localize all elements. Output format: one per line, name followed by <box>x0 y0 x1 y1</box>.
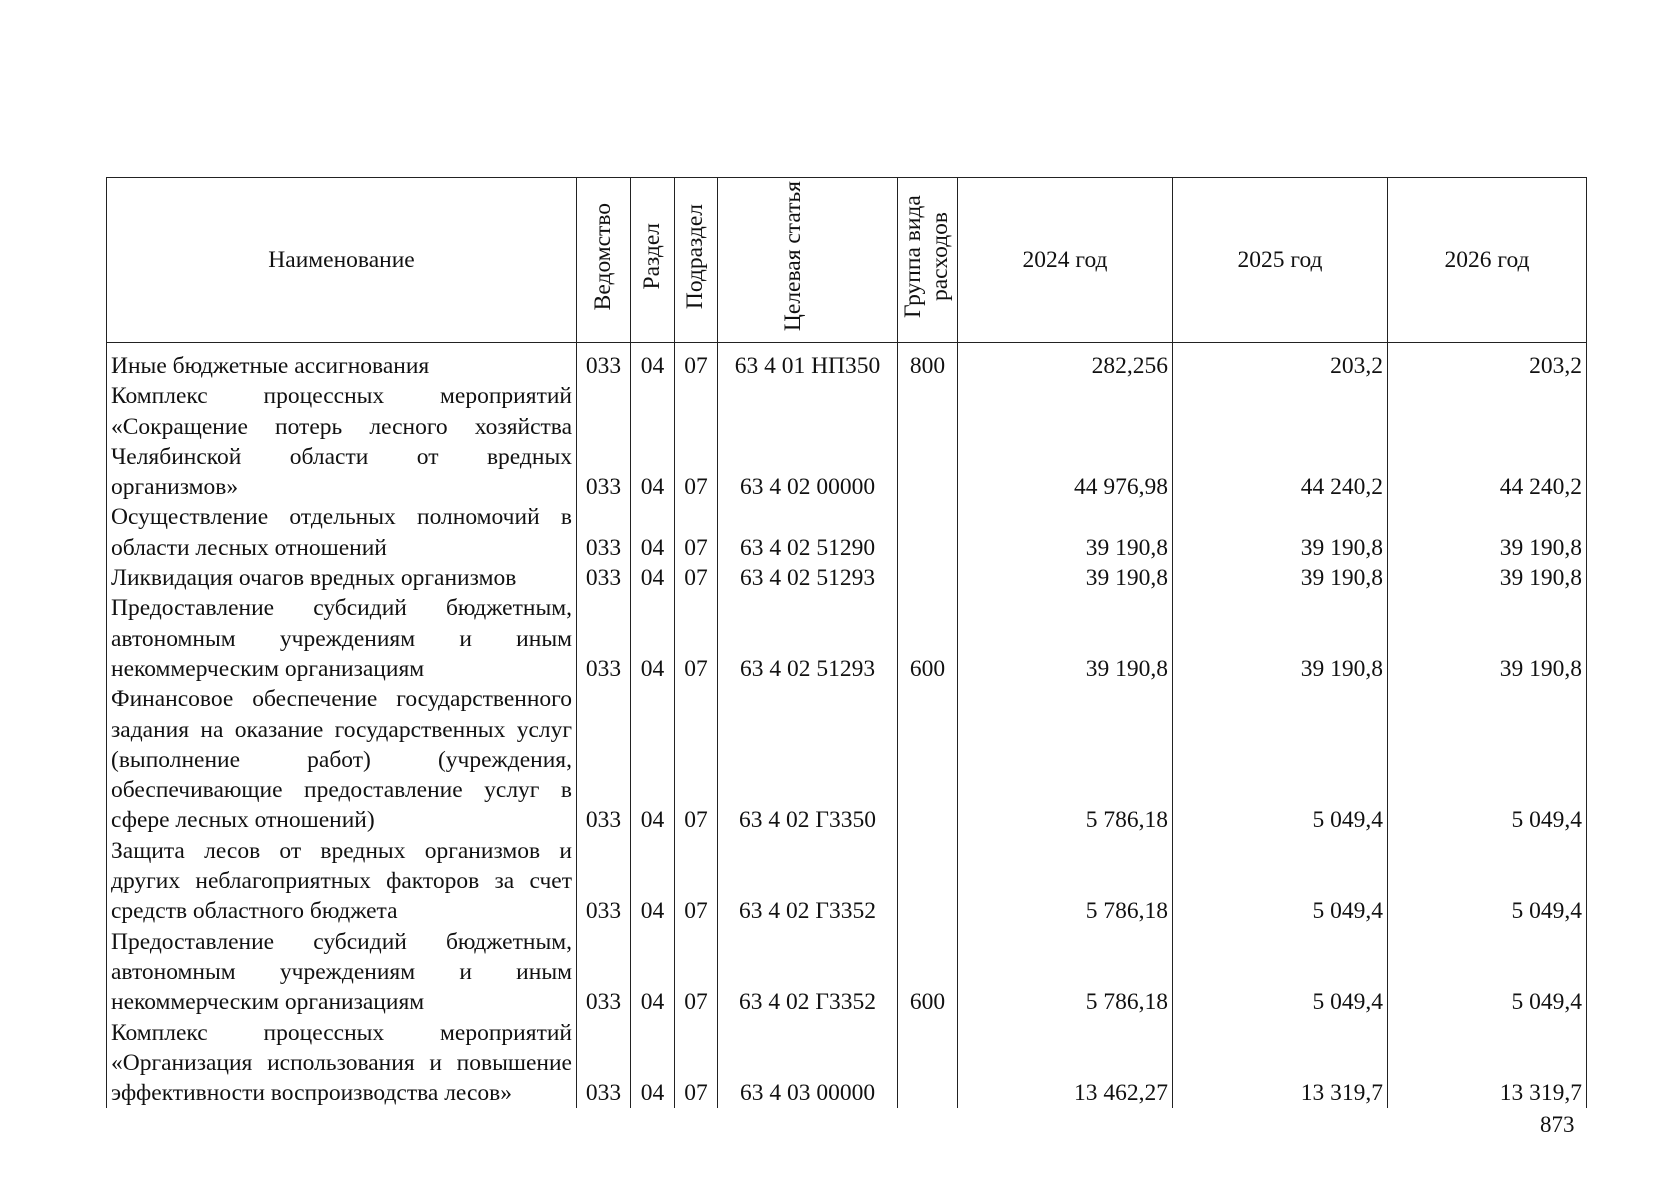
row-podrazdel: 07 <box>675 1018 718 1109</box>
budget-table <box>106 177 1587 1108</box>
row-value-2026: 13 319,7 <box>1388 1018 1587 1109</box>
row-podrazdel: 07 <box>675 563 718 593</box>
row-tselevaya-statya: 63 4 02 51290 <box>718 502 898 563</box>
header-name: Наименование <box>107 178 577 343</box>
row-gruppa-vida-raskhodov <box>898 1018 958 1109</box>
row-value-2026: 39 190,8 <box>1388 563 1587 593</box>
row-gruppa-vida-raskhodov <box>898 563 958 593</box>
page-number: 873 <box>1540 1112 1575 1137</box>
row-value-2026: 5 049,4 <box>1388 684 1587 835</box>
row-podrazdel: 07 <box>675 684 718 835</box>
row-tselevaya-statya: 63 4 03 00000 <box>718 1018 898 1109</box>
row-name: Комплекс процессных мероприятий «Организация использования и повышение эффективности воспроизводства лесов» <box>107 1018 577 1109</box>
row-podrazdel: 07 <box>675 343 718 382</box>
row-tselevaya-statya: 63 4 02 00000 <box>718 381 898 502</box>
row-gruppa-vida-raskhodov: 800 <box>898 343 958 382</box>
row-vedomstvo: 033 <box>577 927 631 1018</box>
row-podrazdel: 07 <box>675 502 718 563</box>
row-name: Комплекс процессных мероприятий «Сокращение потерь лесного хозяйства Челябинской области от вредных организмов» <box>107 381 577 502</box>
row-name: Иные бюджетные ассигнования <box>107 343 577 382</box>
row-tselevaya-statya: 63 4 02 51293 <box>718 563 898 593</box>
row-vedomstvo: 033 <box>577 684 631 835</box>
row-name: Защита лесов от вредных организмов и других неблагоприятных факторов за счет средств областного бюджета <box>107 836 577 927</box>
row-value-2024: 39 190,8 <box>958 563 1173 593</box>
row-name: Ликвидация очагов вредных организмов <box>107 563 577 593</box>
header-vedomstvo: Ведомство <box>577 178 631 343</box>
row-value-2024: 44 976,98 <box>958 381 1173 502</box>
row-value-2024: 39 190,8 <box>958 593 1173 684</box>
row-value-2025: 39 190,8 <box>1173 563 1388 593</box>
row-value-2024: 5 786,18 <box>958 927 1173 1018</box>
header-2026: 2026 год <box>1388 178 1587 343</box>
row-value-2026: 39 190,8 <box>1388 502 1587 563</box>
row-vedomstvo: 033 <box>577 593 631 684</box>
header-2024: 2024 год <box>958 178 1173 343</box>
table-row <box>107 836 1587 927</box>
row-name: Осуществление отдельных полномочий в области лесных отношений <box>107 502 577 563</box>
table-row <box>107 381 1587 502</box>
row-value-2025: 203,2 <box>1173 343 1388 382</box>
header-razdel: Раздел <box>631 178 675 343</box>
row-vedomstvo: 033 <box>577 563 631 593</box>
row-value-2025: 39 190,8 <box>1173 502 1388 563</box>
row-value-2025: 5 049,4 <box>1173 684 1388 835</box>
row-value-2025: 44 240,2 <box>1173 381 1388 502</box>
table-row <box>107 563 1587 593</box>
row-gruppa-vida-raskhodov: 600 <box>898 593 958 684</box>
row-tselevaya-statya: 63 4 02 Г3350 <box>718 684 898 835</box>
table-row <box>107 343 1587 382</box>
row-value-2024: 282,256 <box>958 343 1173 382</box>
row-razdel: 04 <box>631 684 675 835</box>
row-name: Финансовое обеспечение государственного задания на оказание государственных услуг (выполнение работ) (учреждения, обеспечивающие предоставление услуг в сфере лесных отношений) <box>107 684 577 835</box>
row-razdel: 04 <box>631 927 675 1018</box>
row-podrazdel: 07 <box>675 927 718 1018</box>
row-gruppa-vida-raskhodov <box>898 684 958 835</box>
row-vedomstvo: 033 <box>577 1018 631 1109</box>
row-name: Предоставление субсидий бюджетным, автономным учреждениям и иным некоммерческим организациям <box>107 593 577 684</box>
row-value-2026: 39 190,8 <box>1388 593 1587 684</box>
table-row <box>107 593 1587 684</box>
row-value-2026: 5 049,4 <box>1388 836 1587 927</box>
table-row <box>107 502 1587 563</box>
row-podrazdel: 07 <box>675 836 718 927</box>
row-value-2026: 5 049,4 <box>1388 927 1587 1018</box>
row-vedomstvo: 033 <box>577 836 631 927</box>
row-value-2024: 13 462,27 <box>958 1018 1173 1109</box>
row-gruppa-vida-raskhodov: 600 <box>898 927 958 1018</box>
table-header-row <box>107 178 1587 343</box>
row-razdel: 04 <box>631 502 675 563</box>
row-value-2024: 5 786,18 <box>958 684 1173 835</box>
row-razdel: 04 <box>631 836 675 927</box>
row-value-2025: 5 049,4 <box>1173 836 1388 927</box>
table-row <box>107 1018 1587 1109</box>
row-gruppa-vida-raskhodov <box>898 836 958 927</box>
row-vedomstvo: 033 <box>577 381 631 502</box>
row-tselevaya-statya: 63 4 02 Г3352 <box>718 927 898 1018</box>
row-value-2025: 39 190,8 <box>1173 593 1388 684</box>
row-name: Предоставление субсидий бюджетным, автономным учреждениям и иным некоммерческим организациям <box>107 927 577 1018</box>
row-value-2025: 13 319,7 <box>1173 1018 1388 1109</box>
table-row <box>107 684 1587 835</box>
row-razdel: 04 <box>631 593 675 684</box>
row-tselevaya-statya: 63 4 01 НП350 <box>718 343 898 382</box>
header-gruppa-vida-raskhodov: Группа вида расходов <box>898 178 958 343</box>
row-value-2024: 5 786,18 <box>958 836 1173 927</box>
row-razdel: 04 <box>631 343 675 382</box>
row-tselevaya-statya: 63 4 02 51293 <box>718 593 898 684</box>
row-value-2024: 39 190,8 <box>958 502 1173 563</box>
row-razdel: 04 <box>631 381 675 502</box>
row-tselevaya-statya: 63 4 02 Г3352 <box>718 836 898 927</box>
row-value-2025: 5 049,4 <box>1173 927 1388 1018</box>
row-vedomstvo: 033 <box>577 502 631 563</box>
header-tselevaya-statya: Целевая статья <box>718 178 898 343</box>
row-value-2026: 44 240,2 <box>1388 381 1587 502</box>
table-row <box>107 927 1587 1018</box>
row-gruppa-vida-raskhodov <box>898 502 958 563</box>
row-podrazdel: 07 <box>675 593 718 684</box>
row-razdel: 04 <box>631 563 675 593</box>
row-vedomstvo: 033 <box>577 343 631 382</box>
row-gruppa-vida-raskhodov <box>898 381 958 502</box>
header-2025: 2025 год <box>1173 178 1388 343</box>
row-razdel: 04 <box>631 1018 675 1109</box>
row-podrazdel: 07 <box>675 381 718 502</box>
row-value-2026: 203,2 <box>1388 343 1587 382</box>
header-podrazdel: Подраздел <box>675 178 718 343</box>
